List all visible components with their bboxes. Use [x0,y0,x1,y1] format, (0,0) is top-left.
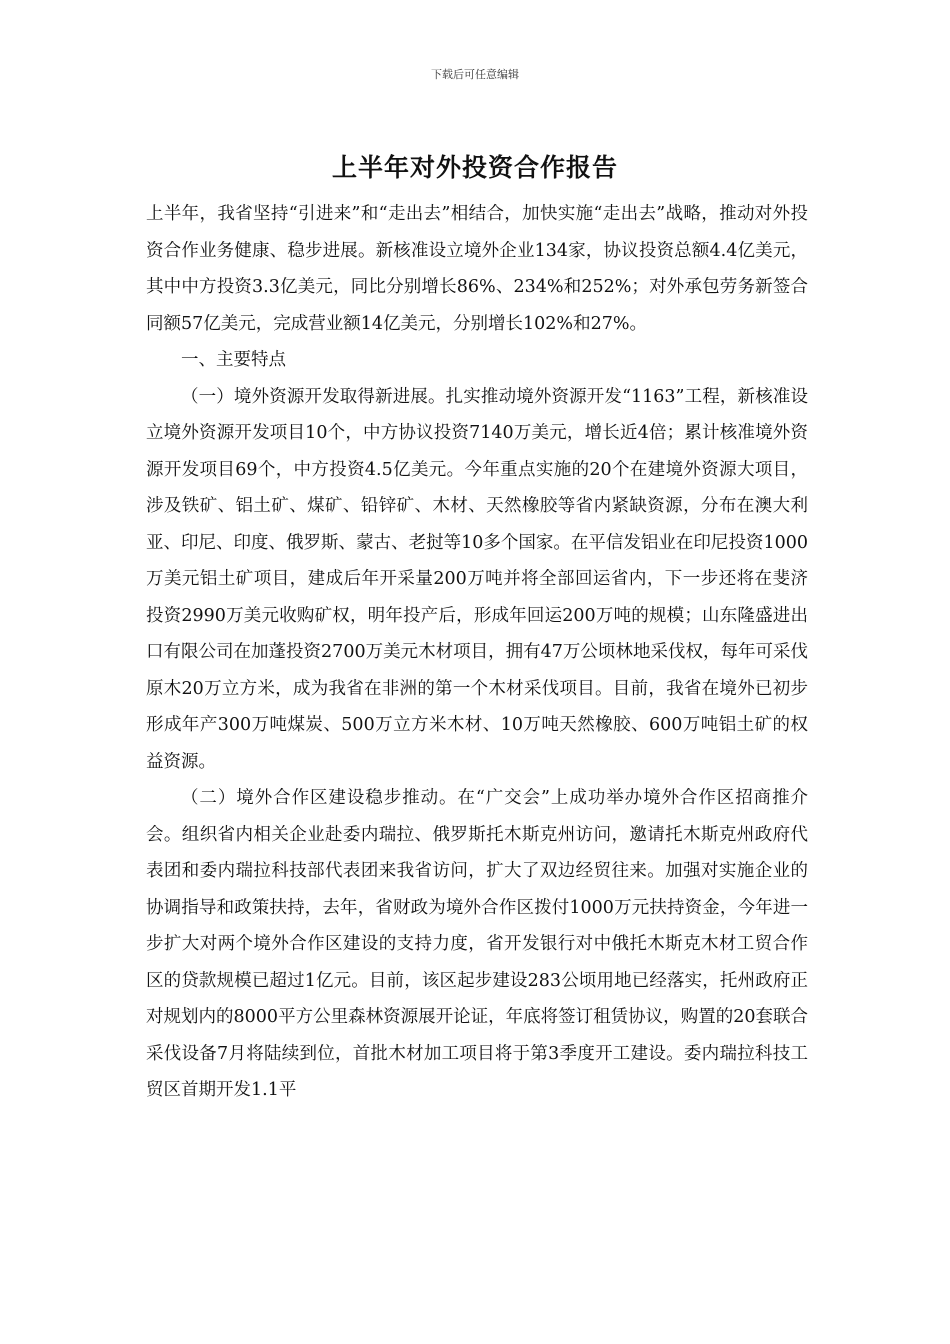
header-note: 下载后可任意编辑 [431,68,519,81]
paragraph-cooperation-zones: （二）境外合作区建设稳步推动。在“广交会”上成功举办境外合作区招商推介会。组织省内相关企业赴委内瑞拉、俄罗斯托木斯克州访问，邀请托木斯克州政府代表团和委内瑞拉科技部代表团来我省访问，扩大了双边经贸往来。加强对实施企业的协调指导和政策扶持，去年，省财政为境外合作区拨付1000万元扶持资金，今年进一步扩大对两个境外合作区建设的支持力度，省开发银行对中俄托木斯克木材工贸合作区的贷款规模已超过1亿元。目前，该区起步建设283公顷用地已经落实，托州政府正对规划内的8000平方公里森林资源展开论证，年底将签订租赁协议，购置的20套联合采伐设备7月将陆续到位，首批木材加工项目将于第3季度开工建设。委内瑞拉科技工贸区首期开发1.1平 [146,788,808,1100]
document-body [146,196,808,1109]
intro-paragraph: 上半年，我省坚持“引进来”和“走出去”相结合，加快实施“走出去”战略，推动对外投资合作业务健康、稳步进展。新核准设立境外企业134家，协议投资总额4.4亿美元，其中中方投资3.3亿美元，同比分别增长86%、234%和252%；对外承包劳务新签合同额57亿美元，完成营业额14亿美元，分别增长102%和27%。 [146,204,808,334]
section-heading-main-features: 一、主要特点 [181,350,286,370]
paragraph-overseas-resources: （一）境外资源开发取得新进展。扎实推动境外资源开发“1163”工程，新核准设立境外资源开发项目10个，中方协议投资7140万美元，增长近4倍；累计核准境外资源开发项目69个，中方投资4.5亿美元。今年重点实施的20个在建境外资源大项目，涉及铁矿、铝土矿、煤矿、铅锌矿、木材、天然橡胶等省内紧缺资源，分布在澳大利亚、印尼、印度、俄罗斯、蒙古、老挝等10多个国家。在平信发铝业在印尼投资1000万美元铝土矿项目，建成后年开采量200万吨并将全部回运省内，下一步还将在斐济投资2990万美元收购矿权，明年投产后，形成年回运200万吨的规模；山东隆盛进出口有限公司在加蓬投资2700万美元木材项目，拥有47万公顷林地采伐权，每年可采伐原木20万立方米，成为我省在非洲的第一个木材采伐项目。目前，我省在境外已初步形成年产300万吨煤炭、500万立方米木材、10万吨天然橡胶、600万吨铝土矿的权益资源。 [146,386,808,772]
document-title: 上半年对外投资合作报告 [331,153,618,182]
